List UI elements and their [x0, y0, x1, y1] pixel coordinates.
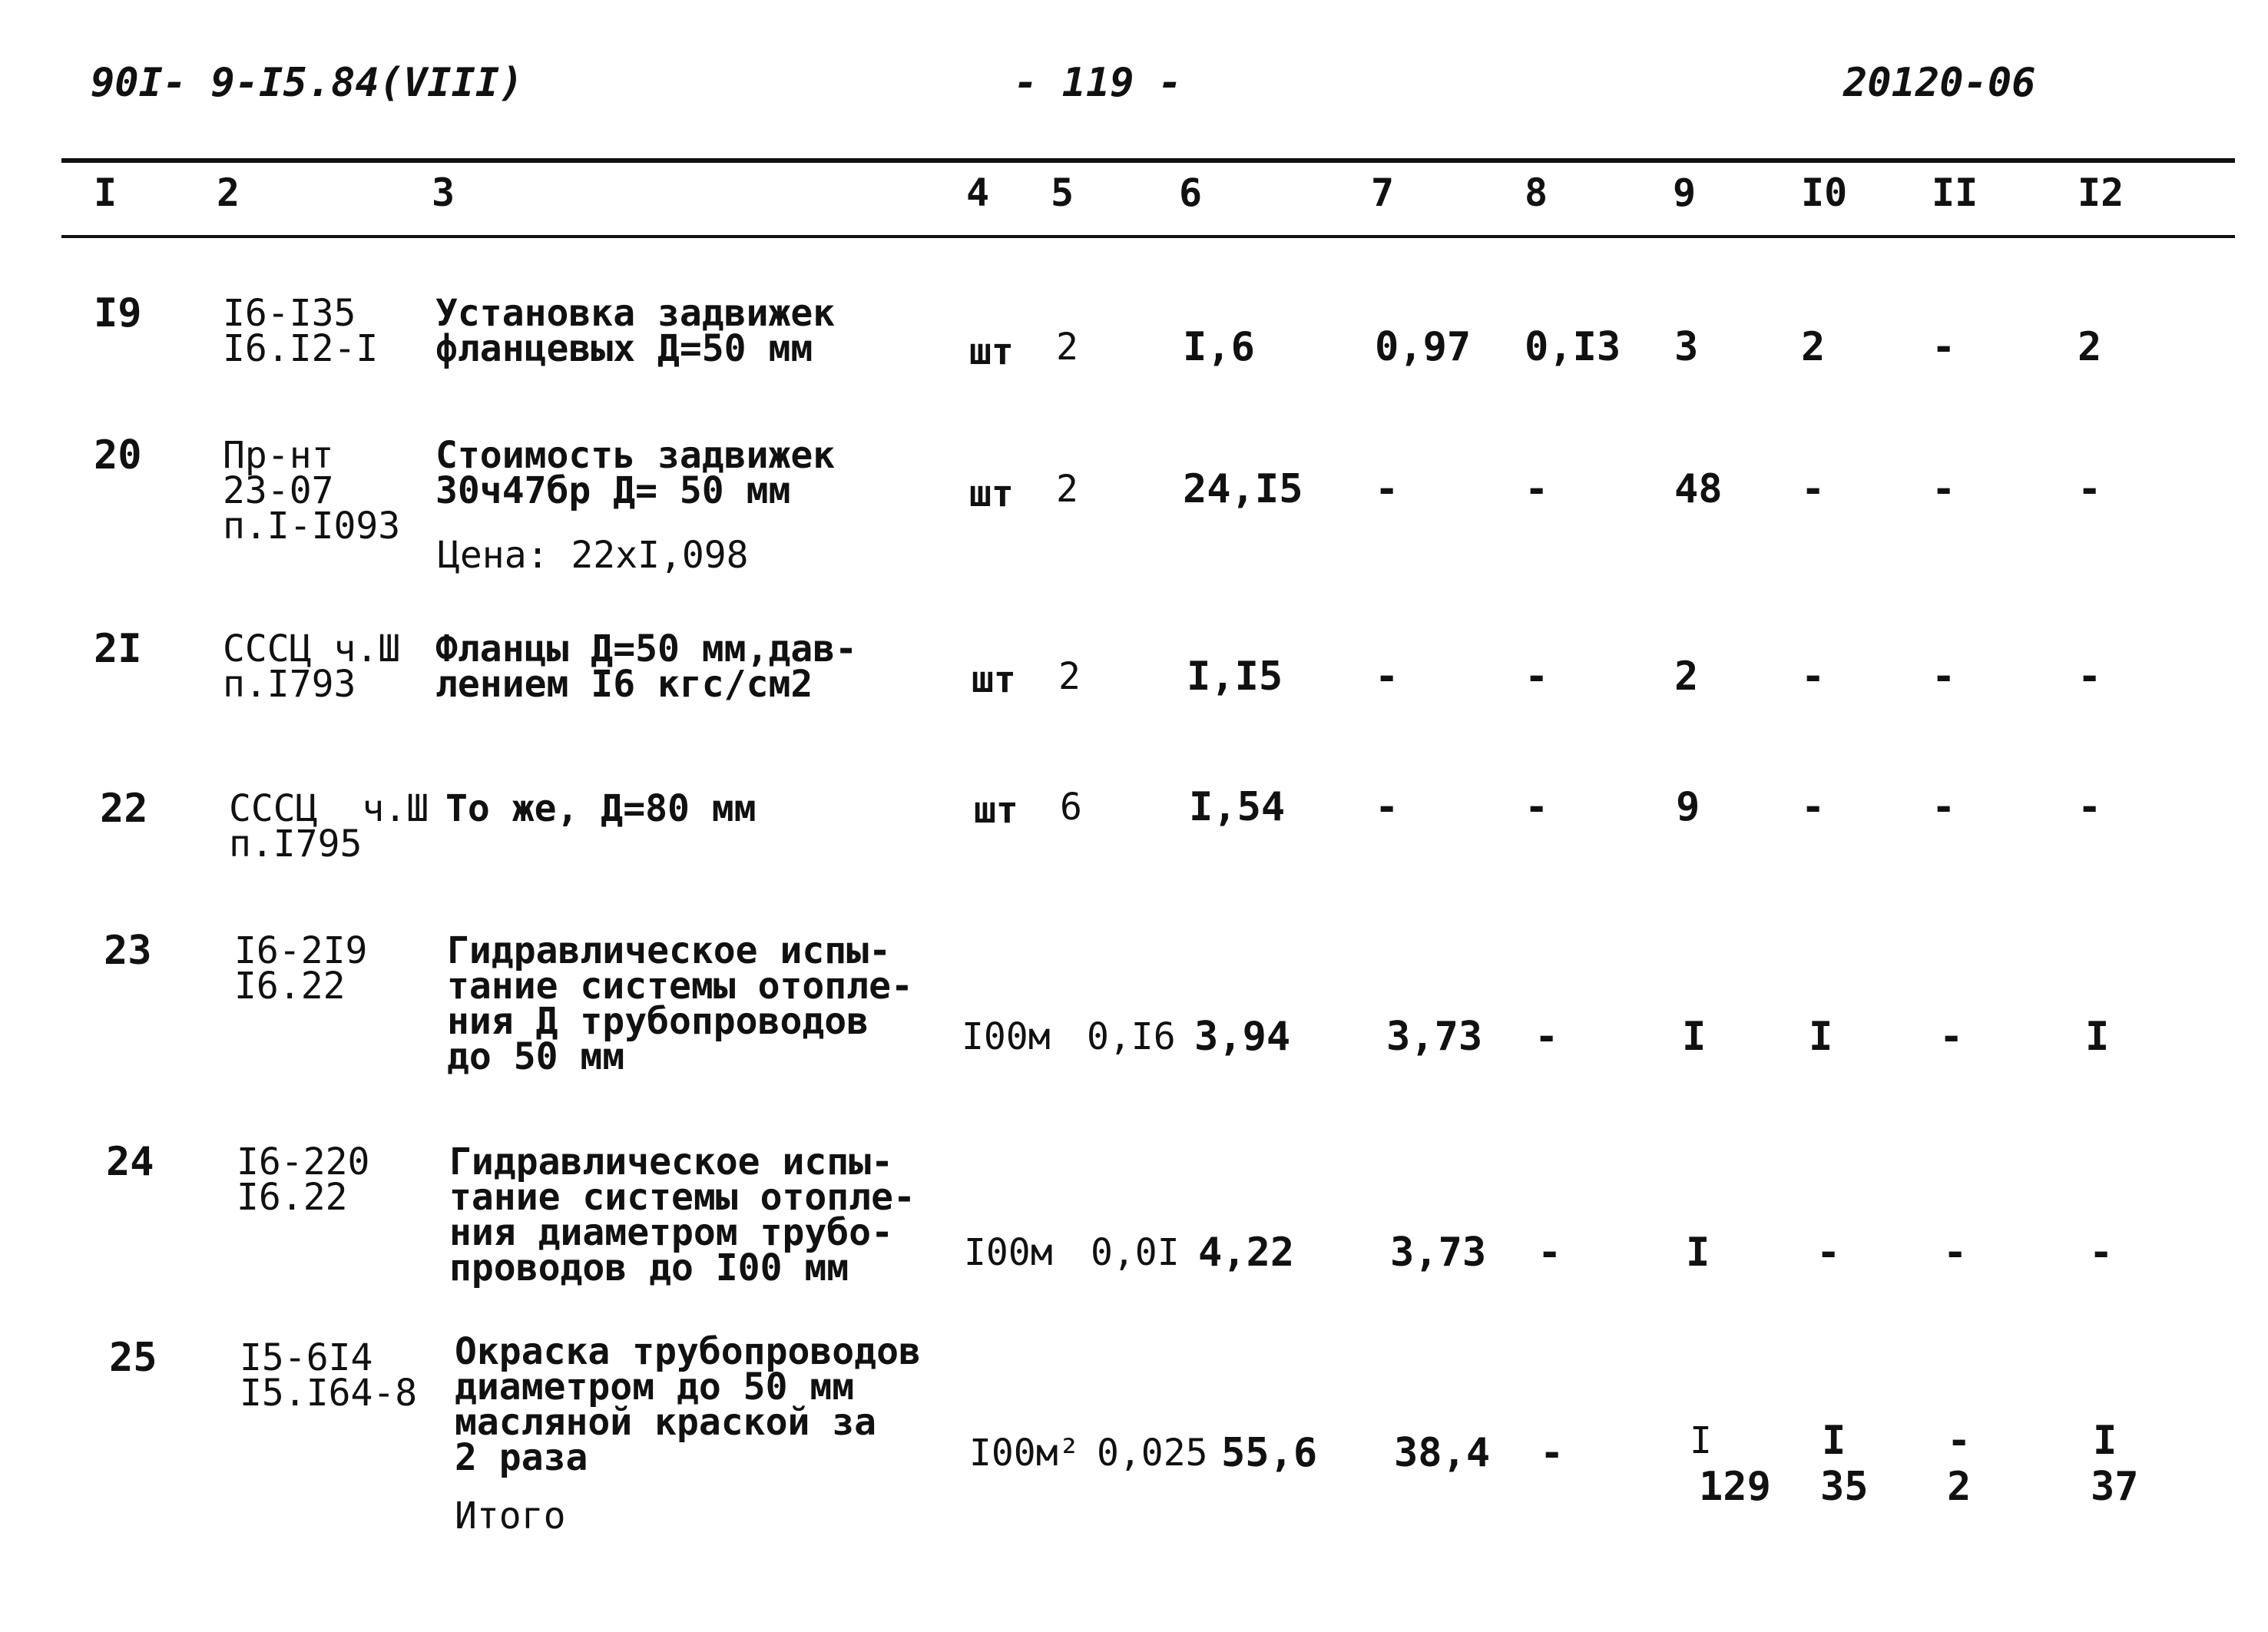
- row-col12: I: [2093, 1418, 2117, 1464]
- row-unit: I00м: [962, 1015, 1051, 1058]
- row-code: СССЦ ч.Ш п.I793: [223, 627, 401, 706]
- row-price: I,I5: [1187, 654, 1283, 700]
- column-header: I0: [1801, 170, 1848, 215]
- row-col7: 3,73: [1390, 1230, 1487, 1276]
- row-col10: I: [1809, 1014, 1833, 1060]
- row-col8: -: [1538, 1230, 1562, 1276]
- document-code: 90I- 9-I5.84(VIII): [91, 60, 524, 106]
- row-col7: 38,4: [1394, 1430, 1491, 1476]
- row-col10: -: [1801, 466, 1826, 512]
- row-col11: -: [1932, 784, 1956, 830]
- document-number: 20120-06: [1843, 60, 2036, 106]
- row-col11: -: [1932, 654, 1956, 700]
- row-quantity: 2: [1056, 326, 1078, 369]
- row-col9: 2: [1674, 654, 1699, 700]
- row-col11: -: [1932, 466, 1956, 512]
- column-header: 8: [1525, 170, 1548, 215]
- total-col12: 37: [2091, 1464, 2139, 1510]
- row-col7: -: [1375, 466, 1399, 512]
- row-col8: -: [1525, 784, 1549, 830]
- row-price: 3,94: [1194, 1014, 1291, 1060]
- row-col10: -: [1801, 654, 1826, 700]
- row-unit: шт: [969, 472, 1014, 515]
- table-top-rule: [61, 158, 2235, 163]
- row-price: 4,22: [1198, 1230, 1295, 1276]
- row-description: Гидравлическое испы- тание системы отопле- ния диаметром трубо- проводов до I00 мм: [449, 1140, 915, 1289]
- row-col12: -: [2089, 1230, 2114, 1276]
- row-total-label: Итого: [455, 1495, 566, 1538]
- row-col7: -: [1375, 654, 1399, 700]
- row-unit: I00м: [964, 1231, 1053, 1274]
- row-number: 2I: [94, 626, 142, 672]
- total-col9: 129: [1699, 1464, 1771, 1510]
- row-code: I6-I35 I6.I2-I: [223, 292, 379, 370]
- row-price: I,6: [1183, 324, 1255, 370]
- row-col8: 0,I3: [1525, 324, 1621, 370]
- row-code: Пр-нт 23-07 п.I-I093: [223, 434, 401, 548]
- row-code: I5-6I4 I5.I64-8: [240, 1336, 418, 1415]
- row-col10: I: [1822, 1418, 1846, 1464]
- row-col10: 2: [1801, 324, 1826, 370]
- row-col12: -: [2078, 654, 2102, 700]
- page-number: - 119 -: [1014, 60, 1183, 106]
- row-col7: 3,73: [1386, 1014, 1483, 1060]
- row-description: Фланцы Д=50 мм,дав- лением I6 кгс/см2: [435, 627, 858, 706]
- row-number: 23: [104, 928, 152, 974]
- row-unit: шт: [969, 330, 1014, 373]
- row-number: I9: [94, 290, 142, 336]
- row-number: 24: [106, 1139, 154, 1185]
- row-price: 24,I5: [1183, 466, 1303, 512]
- row-col12: I: [2085, 1014, 2110, 1060]
- row-description: Гидравлическое испы- тание системы отопле- ния Д трубопроводов до 50 мм: [447, 929, 913, 1078]
- row-price-note: Цена: 22xI,098: [438, 534, 749, 577]
- row-col9: 48: [1674, 466, 1723, 512]
- row-quantity: 2: [1058, 655, 1081, 698]
- row-quantity: 0,I6: [1087, 1015, 1176, 1058]
- row-col9: 9: [1676, 784, 1700, 830]
- row-quantity: 6: [1060, 786, 1082, 829]
- row-col12: 2: [2078, 324, 2102, 370]
- row-col9: 3: [1674, 324, 1699, 370]
- column-header: 4: [966, 170, 990, 215]
- total-col10: 35: [1820, 1464, 1869, 1510]
- column-header: 9: [1673, 170, 1697, 215]
- row-code: I6-220 I6.22: [237, 1140, 370, 1219]
- row-col11: -: [1939, 1014, 1964, 1060]
- row-quantity: 2: [1056, 468, 1078, 511]
- row-col11: -: [1943, 1230, 1968, 1276]
- row-quantity: 0,025: [1097, 1432, 1208, 1475]
- row-col12: -: [2078, 784, 2102, 830]
- row-code: СССЦ ч.Ш п.I795: [229, 787, 429, 866]
- row-unit: шт: [972, 658, 1016, 701]
- row-unit: I00м²: [969, 1432, 1081, 1475]
- row-col9: I: [1690, 1419, 1712, 1462]
- row-description: Окраска трубопроводов диаметром до 50 мм масляной краской за 2 раза: [455, 1330, 921, 1479]
- column-header: 7: [1371, 170, 1395, 215]
- row-quantity: 0,0I: [1091, 1231, 1180, 1274]
- table-header-rule: [61, 235, 2235, 238]
- row-col8: -: [1540, 1430, 1564, 1476]
- row-number: 20: [94, 432, 142, 478]
- column-header: 6: [1179, 170, 1203, 215]
- row-description: Установка задвижек фланцевых Д=50 мм: [435, 292, 836, 370]
- row-price: I,54: [1189, 784, 1286, 830]
- column-header: I2: [2078, 170, 2124, 215]
- row-col11: -: [1947, 1418, 1972, 1464]
- row-unit: шт: [974, 789, 1018, 832]
- row-description: Стоимость задвижек 30ч47бр Д= 50 мм: [435, 434, 836, 512]
- column-header: II: [1932, 170, 1978, 215]
- row-col12: -: [2078, 466, 2102, 512]
- row-price: 55,6: [1221, 1430, 1318, 1476]
- total-col11: 2: [1947, 1464, 1972, 1510]
- column-header: 5: [1051, 170, 1074, 215]
- column-header: 3: [432, 170, 455, 215]
- row-code: I6-2I9 I6.22: [234, 929, 368, 1008]
- row-col7: 0,97: [1375, 324, 1472, 370]
- row-col8: -: [1535, 1014, 1559, 1060]
- row-col7: -: [1375, 784, 1399, 830]
- row-col11: -: [1932, 324, 1956, 370]
- row-col10: -: [1801, 784, 1826, 830]
- row-number: 25: [109, 1335, 157, 1381]
- row-description: То же, Д=80 мм: [445, 787, 757, 830]
- row-col8: -: [1525, 654, 1549, 700]
- row-col9: I: [1686, 1230, 1710, 1276]
- row-col8: -: [1525, 466, 1549, 512]
- row-col9: I: [1682, 1014, 1707, 1060]
- column-header: 2: [217, 170, 240, 215]
- row-col10: -: [1816, 1230, 1841, 1276]
- column-header: I: [94, 170, 118, 215]
- row-number: 22: [100, 786, 148, 832]
